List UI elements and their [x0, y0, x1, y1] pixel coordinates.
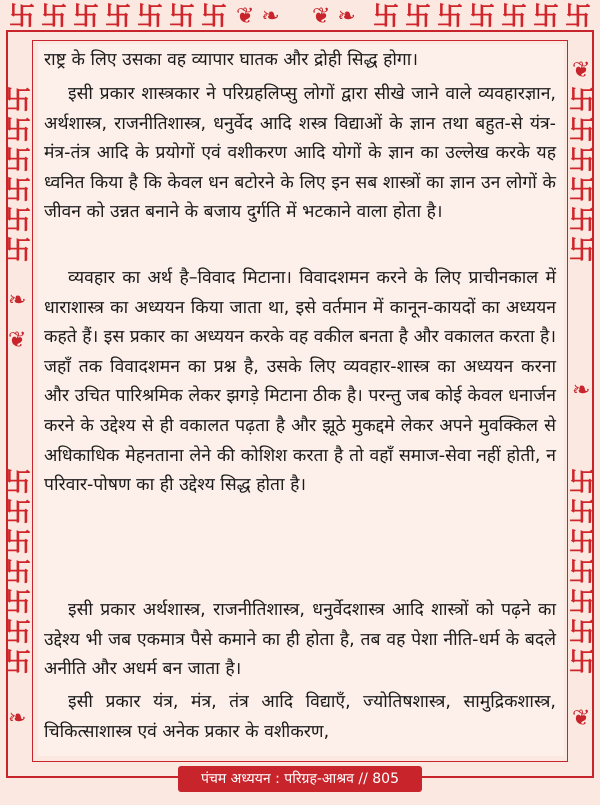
swastika-icon: 卐 [72, 2, 99, 32]
swastika-icon: 卐 [4, 588, 31, 618]
swastika-icon: 卐 [104, 2, 131, 32]
swastika-icon: 卐 [4, 206, 31, 236]
swastika-icon: 卐 [568, 648, 595, 678]
paragraph-2: इसी प्रकार शास्त्रकार ने परिग्रहलिप्सु लोगों द्वारा सीखे जाने वाले व्यवहारज्ञान, अर्थशास्त्र, राजनीतिशास्त्र, धनुर्वेद आदि शस्त्र विद्याओं के ज्ञान तथा बहुत-से यंत्र-मंत्र-तंत्र आदि के प्रयोगों एवं वशीकरण आदि योगों के ज्ञान का उल्लेख करके यह ध्वनित किया है कि केवल धन बटोरने के लिए इन सब शास्त्रों का ज्ञान उन लोगों के जीवन को उन्नत बनाने के बजाय दुर्गति में भटकाने वाला होता है। [44, 84, 556, 223]
swastika-icon: 卐 [564, 2, 591, 32]
swastika-icon: 卐 [4, 116, 31, 146]
swastika-icon: 卐 [568, 116, 595, 146]
swastika-icon: 卐 [8, 2, 35, 32]
swastika-icon: 卐 [4, 618, 31, 648]
paragraph-3: व्यवहार का अर्थ है–विवाद मिटाना। विवादशमन करने के लिए प्राचीनकाल में धाराशास्त्र का अध्ययन किया जाता था, इसे वर्तमान में कानून-कायदों का अध्ययन कहते हैं। इस प्रकार का अध्ययन करके वह वकील बनता है और वकालत करता है। जहाँ तक विवादशमन का प्रश्न है, उसके लिए व्यवहार-शास्त्र का अध्ययन करना और उचित पारिश्रमिक लेकर झगड़े मिटाना ठीक है। परन्तु जब कोई केवल धनार्जन करने के उद्देश्य से ही वकालत पढ़ता है और झूठे मुकद्दमे लेकर अपने मुवक्किल से अधिकाधिक मेहनताना लेने की कोशिश करता है तो वहाँ समाज-सेवा नहीं होती, न परिवार-पोषण का ही उद्देश्य सिद्ध होता है। [44, 268, 556, 496]
scroll-ornament: ❧ [8, 288, 27, 313]
swastika-icon: 卐 [200, 2, 227, 32]
scroll-ornament-left: ❦ ❧ [236, 4, 280, 29]
swastika-icon: 卐 [168, 2, 195, 32]
scroll-ornament: ❧ [572, 378, 591, 403]
swastika-icon: 卐 [4, 648, 31, 678]
paragraph-1: राष्ट्र के लिए उसका वह व्यापार घातक और द्रोही सिद्ध होगा। [44, 50, 418, 70]
swastika-icon: 卐 [468, 2, 495, 32]
swastika-icon: 卐 [568, 86, 595, 116]
swastika-icon: 卐 [4, 86, 31, 116]
swastika-icon: 卐 [4, 558, 31, 588]
swastika-icon: 卐 [568, 528, 595, 558]
swastika-icon: 卐 [436, 2, 463, 32]
swastika-icon: 卐 [568, 558, 595, 588]
swastika-icon: 卐 [568, 588, 595, 618]
swastika-icon: 卐 [4, 146, 31, 176]
swastika-icon: 卐 [136, 2, 163, 32]
swastika-icon: 卐 [568, 206, 595, 236]
swastika-icon: 卐 [372, 2, 399, 32]
paragraph-4: इसी प्रकार अर्थशास्त्र, राजनीतिशास्त्र, धनुर्वेदशास्त्र आदि शास्त्रों को पढ़ने का उद्देश्य भी जब एकमात्र पैसे कमाने का ही होता है, तब वह पेशा नीति-धर्म के बदले अनीति और अधर्म बन जाता है। [44, 600, 556, 680]
swastika-icon: 卐 [568, 468, 595, 498]
swastika-icon: 卐 [4, 176, 31, 206]
swastika-icon: 卐 [40, 2, 67, 32]
paragraph-5: इसी प्रकार यंत्र, मंत्र, तंत्र आदि विद्याएँ, ज्योतिषशास्त्र, सामुद्रिकशास्त्र, चिकित्साशास्त्र एवं अनेक प्रकार के वशीकरण, [44, 692, 556, 742]
swastika-icon: 卐 [4, 236, 31, 266]
swastika-icon: 卐 [4, 468, 31, 498]
swastika-icon: 卐 [568, 618, 595, 648]
swastika-icon: 卐 [532, 2, 559, 32]
swastika-icon: 卐 [568, 176, 595, 206]
scroll-ornament: ❦ [8, 328, 27, 353]
scroll-ornament-right: ❦ ❧ [312, 4, 356, 29]
footer-chapter-label: पंचम अध्ययन : परिग्रह-आश्रव // 805 [178, 766, 422, 792]
scroll-ornament: ❦ [572, 706, 591, 731]
swastika-icon: 卐 [4, 498, 31, 528]
swastika-icon: 卐 [568, 498, 595, 528]
scroll-ornament: ❧ [8, 706, 27, 731]
swastika-icon: 卐 [4, 528, 31, 558]
swastika-icon: 卐 [500, 2, 527, 32]
swastika-icon: 卐 [568, 146, 595, 176]
scroll-ornament: ❦ [572, 58, 591, 83]
swastika-icon: 卐 [404, 2, 431, 32]
swastika-icon: 卐 [568, 236, 595, 266]
